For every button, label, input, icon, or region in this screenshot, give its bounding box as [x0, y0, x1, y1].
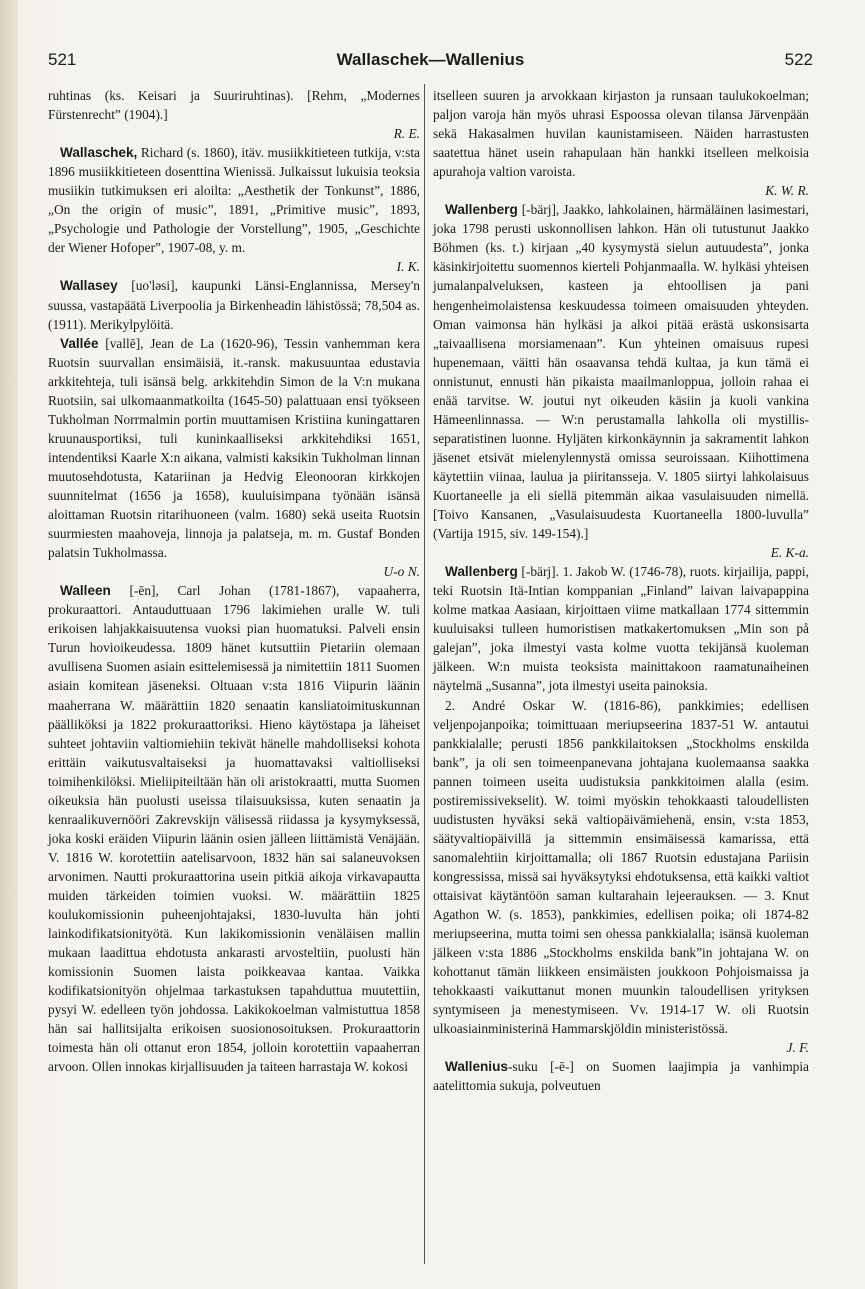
entry-text: [-ēn], Carl Johan (1781-1867), vapaaherra, prokuraattori. Antauduttuaan 1796 lakimiehen uralle W. tuli erikoisen lahjakkaisuutensa vuoksi pian huomatuksi. Palveli ensin Turun hovioikeudessa. 1809 hänet kutsuttiin Pietariin olemaan avullisena Suomen asiain esittelemisessä ja nimitettiin 1811 Suomen asiain komitean jäseneksi. Oltuaan v:sta 1816 Viipurin läänin maaherrana W. määrättiin 1820 senaatin kansliatoimituskunnan päälliköksi ja 1822 prokuraattoriksi. Hieno käytöstapa ja läheiset suhteet johtaviin valtiomiehiin tekivät hänelle mahdolliseksi kohota erittäin vaikutusvaltaiseksi ja huomattavaksi valtiolliseksi toimihenkilöksi. Mieliipiteiltään hän oli aristokraatti, mutta Suomen oikeuksia hän puolusti useissa tilaisuuksissa, kuten senaatin ja kenraalikuvernööri Zakrevskijn välisessä riidassa ja kysymyksessä, joka koski eräiden Viipurin läänin osien jälleen liittämistä Venäjään. V. 1816 W. korotettiin aatelisarvoon, 1832 hän sai salaneuvoksen arvonimen. Nautti prokuraattorina usein pitkiä aikoja virkavapautta muiden tärkeiden toimien vuoksi. W. määrättiin 1825 koulukomissionin puheenjohtajaksi, 1830-luvulta hän johti lainkodifikatsionityötä. Kun lakikomissionin venäläisen mallin mukaan laadittua ehdotusta ankarasti arvosteltiin, puolusti hän komissionin Suomen laista poikkeavaa kantaa. Vaikka kodifikatsionityön ohjelmaa tarkastuksen tapahduttua muutettiin, pysyi W. edelleen työn johdossa. Lakikokoelman valmistuttua 1858 hän sai hallitsijalta erikoisen suosionosoituksen. Prokuraattorin toimesta hän oli ottanut eron 1854, jolloin korotettiin vapaaherran arvoon. Ollen innokas kirjallisuuden ja taiteen harrastaja W. kokosi	[48, 583, 420, 1075]
article-entry	[48, 334, 420, 563]
entry-headword: Wallenius	[445, 1059, 508, 1075]
entry-text: Richard (s. 1860), itäv. musiikkitieteen tutkija, v:sta 1896 musiikkitieteen dosenttina Wienissä. Julkaissut lukuisia teoksia musiikin tutkimuksen eri aloilta: „Aesthetik der Tonkunst”, 1886, „On the origin of music”, 1891, „Primitive music”, 1893, „Psychologie und Pathologie der Vorstellung”, 1905, „Geschichte der Wiener Hofoper”, 1907-08, y. m.	[48, 145, 420, 256]
continued-text: itselleen suuren ja arvokkaan kirjaston ja runsaan taulukokoelman; paljon varoja hän myös uhrasi Espoossa olevan tilansa Järvenpään sekä Hakasalmen huvilan kaunistamiseen. Näiden harrastusten saatettua hänet usein rahapulaan hän hankki itselleen melkoisia apurahoja valtion varoista.	[433, 88, 809, 180]
page-number-right: 522	[784, 50, 813, 69]
author-signature: R. E.	[393, 126, 420, 142]
entry-text: [-bärj], Jaakko, lahkolainen, härmäläinen lasimestari, joka 1798 perusti uskonnollisen lahkon. Hän oli tutustunut Jaakko Böhmen (ks. t.) kirjaan „40 kysymystä sielun autuudesta”, jonka käsinkirjoitettu suomennos kierteli Pohjanmaalla. W. hylkäsi yhteisen jumalanpalveluksen, kasteen ja ehtoollisen ja pani hengenheimolaistensa keskuudessa toimeen omaisuuden yhteyden. Oman vaimonsa hän hylkäsi ja alkoi pitää erästä uskonsisarta „taivaallisena morsiamenaan”. Kun yhteinen omaisuus rupesi hupenemaan, väitti hän osaavansa tehdä kultaa, ja kun tämä ei onnistunut, ennusti hän pikaista maailmanloppua, jolloin rahaa ei enää tarvitse. W. joutui nyt oikeuden käsiin ja kuoli vankina Hämeenlinnassa. — W:n perustamalla lahkolla oli mystillis-separatistinen luonne. Hyljäten kirkonkäynnin ja sakramentit lahkon jäsenet etsivät mielenylennystä omissa seuroissaan. Kiihottimena käytettiin viinaa, laulua ja piiritansseja. V. 1805 siirtyi lahkolaisuus Kuortaneelle ja eli siellä pitemmän aikaa vasulaisuuden nimellä. [Toivo Kansanen, „Vasulaisuudesta Kuortaneella 1800-luvulla” (Vartija 1915, siv. 149-154).]	[433, 202, 809, 542]
article-entry	[48, 143, 420, 257]
entry-headword: Wallenberg	[445, 564, 518, 580]
article-entry	[433, 562, 809, 695]
running-title: Wallaschek—Wallenius	[336, 50, 525, 69]
entry-text: -suku [-ē-] on Suomen laajimpia ja vanhimpia aatelittomia sukuja, polveutuen	[433, 1059, 809, 1094]
entry-text: [uo'ləsi], kaupunki Länsi-Englannissa, Mersey'n suussa, vastapäätä Liverpoolia ja Birkenheadin lähistössä; 78,504 as. (1911). Merikylpylöitä.	[48, 278, 420, 332]
column-divider	[424, 84, 425, 1264]
entry-text: [vallē], Jean de La (1620-96), Tessin vanhemman kera Ruotsin suurvallan ensimäisiä, it.-ransk. makusuuntaa edustavia arkkitehteja, tuli isänsä belg. arkkitehdin Simon de la V:n mukana Ruotsiin, sai ulkomaanmatkoilta (1645-50) palattuaan ensi työkseen Tukholman Norrmalmin portin muuttamisen Kristiina kuningattaren kruunausportiksi, tuli kuninkaalliseksi arkkitehdiksi 1651, intendentiksi Kaarle X:n aikana, valmisti kaksikin Tukholman linnan muutosehdotusta, Katariinan ja Hedvig Eleonooran kirkkojen suunnitelmat (1656 ja 1658), kuuluisimpana työnään isänsä aloittaman Ruotsin ritarihuoneen (valm. 1680) sekä useita Ruotsin suurmiesten maahoveja, linnoja ja palatseja, m. m. Gustaf Bonden palatsin Tukholmassa.	[48, 335, 420, 561]
paragraph: 2. André Oskar W. (1816-86), pankkimies; edellisen veljenpojanpoika; toimittuaan meriupseerina 1837-51 W. antautui pankkialalle; perusti 1856 pankkilaitoksen „Stockholms enskilda bank”, ja oli sen toimeenpanevana johtajana kuolemaansa saakka pannen toimeen useita uudistuksia pankkitoimen alalla (esim. postiremissivekselit). W. toimi myöskin tehokkaasti taloudellisten uudistusten hyväksi sekä valtiopäivämiehenä, ensin, v:sta 1853, säätyvaltiopäivillä ja sittemmin ensimäisessä kamarissa, että sanomalehtiin kirjoittamalla; oli 1867 Ruotsin edustajana Pariisin kongressissa, missä sai hyväksytyksi ehdotuksensa, että kaikki valtiot ottaisivat käytäntöön saman kultarahain lejeerauksen. — 3. Knut Agathon W. (s. 1853), pankkimies, edellisen poika; oli 1874-82 meriupseerina, mutta toimi sen ohessa pankkialalla; isänsä kuoleman jälkeen v:sta 1886 „Stockholms enskilda bank”in johtajana W. on kohottanut tämän liikkeen ensimäisten joukkoon Pohjoismaissa ja tehokkaasti vaikuttanut monen muunkin taloudellisen yrityksen syntymiseen ja menestymiseen. Vv. 1914-17 W. oli Ruotsin ulkoasiainministerinä Hammarskjöldin ministeristössä.	[433, 697, 809, 1037]
entry-headword: Wallaschek,	[60, 145, 138, 161]
left-column	[48, 86, 420, 1076]
author-signature: K. W. R.	[765, 183, 809, 199]
author-signature: J. F.	[786, 1040, 809, 1056]
binding-shadow	[0, 0, 18, 1289]
article-entry	[48, 581, 420, 1076]
entry-headword: Wallasey	[60, 278, 118, 294]
article-entry	[433, 200, 809, 543]
article-entry	[433, 1057, 809, 1095]
right-column	[433, 86, 809, 1095]
entry-headword: Wallenberg	[445, 202, 518, 218]
entry-headword: Walleen	[60, 583, 111, 599]
author-signature: E. K-a.	[770, 545, 809, 561]
entry-headword: Vallée	[60, 335, 99, 351]
article-entry	[48, 276, 420, 333]
author-signature: U-o N.	[383, 564, 420, 580]
continued-text: ruhtinas (ks. Keisari ja Suuriruhtinas). [Rehm, „Modernes Fürstenrecht” (1904).]	[48, 88, 420, 123]
entry-text: [-bärj]. 1. Jakob W. (1746-78), ruots. kirjailija, pappi, teki Ruotsin Itä-Intian komppanian „Finland” laivan laivapappina kolme matkaa Aasiaan, kirjoittaen viime matkallaan 1774 sittemmin kuuluisaksi tulleen humoristisen matkakertomuksen „Min son på galejan”, joka ilmestyi vasta kolme vuotta tekijänsä kuoleman jälkeen. W:n muista teoksista mainittakoon raamatunaiheinen näytelmä „Susanna”, jota ilmestyi useita painoksia.	[433, 564, 809, 694]
page-number-left: 521	[48, 50, 77, 69]
page-header	[48, 50, 813, 76]
author-signature: I. K.	[396, 259, 420, 275]
